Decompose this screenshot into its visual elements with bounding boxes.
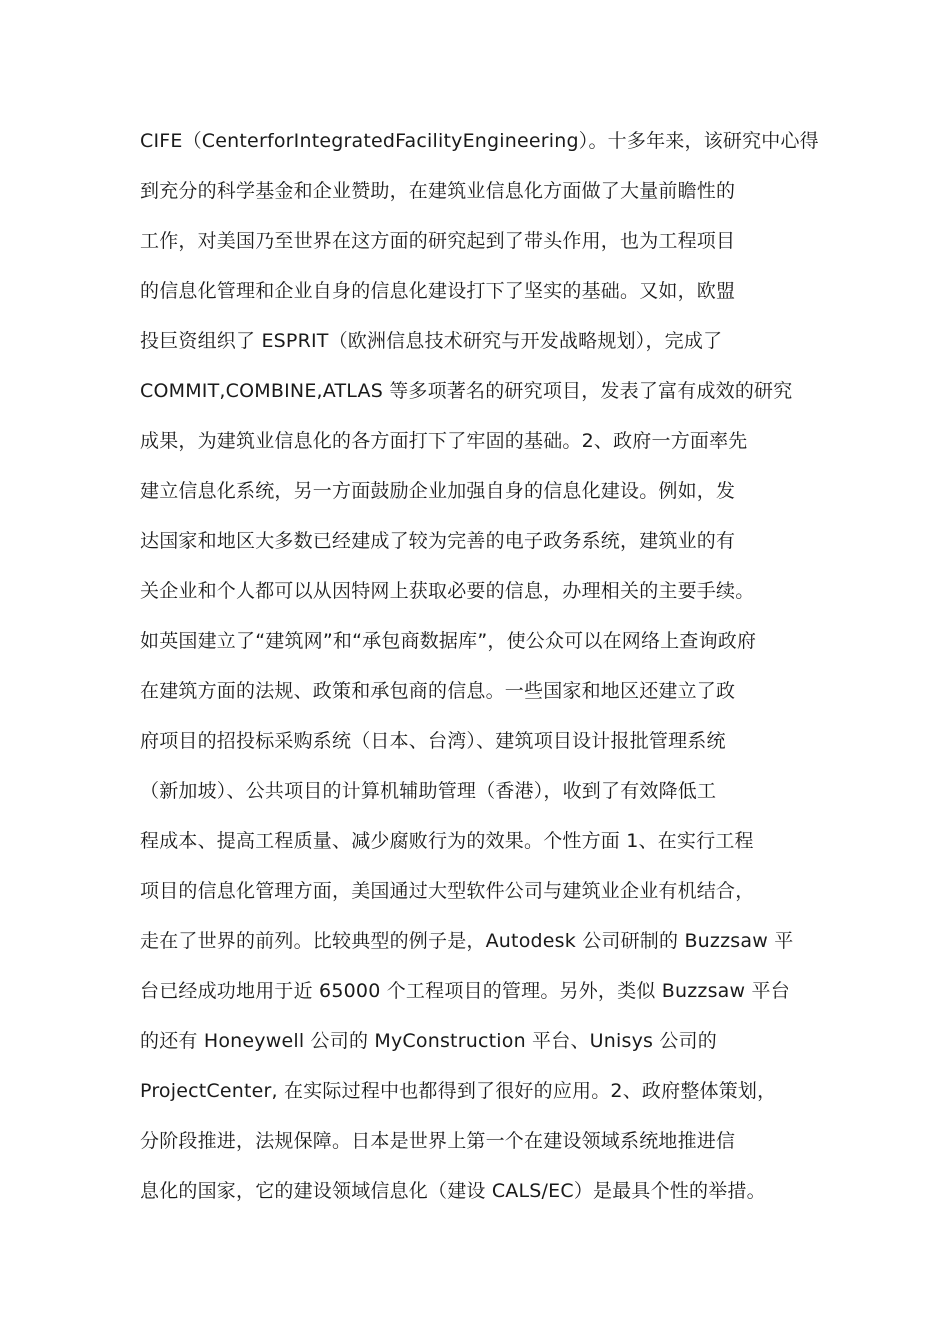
text-line: 如英国建立了“建筑网”和“承包商数据库”，使公众可以在网络上查询政府 xyxy=(140,630,757,652)
text-line: 到充分的科学基金和企业赞助，在建筑业信息化方面做了大量前瞻性的 xyxy=(140,180,736,202)
text-line: （新加坡）、公共项目的计算机辅助管理（香港），收到了有效降低工 xyxy=(140,780,717,802)
text-line: 台已经成功地用于近 65000 个工程项目的管理。另外，类似 Buzzsaw 平台 xyxy=(140,980,790,1002)
text-line: ProjectCenter, 在实际过程中也都得到了很好的应用。2、政府整体策划， xyxy=(140,1080,777,1102)
text-line: CIFE（CenterforIntegratedFacilityEngineering）。十多年来，该研究中心得 xyxy=(140,130,819,152)
text-line: 的还有 Honeywell 公司的 MyConstruction 平台、Unisys 公司的 xyxy=(140,1030,717,1052)
text-line: 工作，对美国乃至世界在这方面的研究起到了带头作用，也为工程项目 xyxy=(140,230,736,252)
text-line: 成果，为建筑业信息化的各方面打下了牢固的基础。2、政府一方面率先 xyxy=(140,430,748,452)
text-line: 程成本、提高工程质量、减少腐败行为的效果。个性方面 1、在实行工程 xyxy=(140,830,754,852)
text-line: 项目的信息化管理方面，美国通过大型软件公司与建筑业企业有机结合， xyxy=(140,880,755,902)
text-line: 在建筑方面的法规、政策和承包商的信息。一些国家和地区还建立了政 xyxy=(140,680,736,702)
text-line: 的信息化管理和企业自身的信息化建设打下了坚实的基础。又如，欧盟 xyxy=(140,280,736,302)
text-line: 达国家和地区大多数已经建成了较为完善的电子政务系统，建筑业的有 xyxy=(140,530,736,552)
text-line: 息化的国家，它的建设领域信息化（建设 CALS/EC）是最具个性的举措。 xyxy=(140,1180,766,1202)
text-line: 建立信息化系统，另一方面鼓励企业加强自身的信息化建设。例如，发 xyxy=(140,480,736,502)
text-line: 走在了世界的前列。比较典型的例子是，Autodesk 公司研制的 Buzzsaw 平 xyxy=(140,930,794,952)
text-line: 投巨资组织了 ESPRIT（欧洲信息技术研究与开发战略规划），完成了 xyxy=(140,330,723,352)
text-line: 府项目的招投标采购系统（日本、台湾）、建筑项目设计报批管理系统 xyxy=(140,730,726,752)
text-line: 分阶段推进，法规保障。日本是世界上第一个在建设领域系统地推进信 xyxy=(140,1130,736,1152)
text-line: 关企业和个人都可以从因特网上获取必要的信息，办理相关的主要手续。 xyxy=(140,580,755,602)
text-line: COMMIT,COMBINE,ATLAS 等多项著名的研究项目，发表了富有成效的研究 xyxy=(140,380,793,402)
body-text xyxy=(140,116,830,1216)
